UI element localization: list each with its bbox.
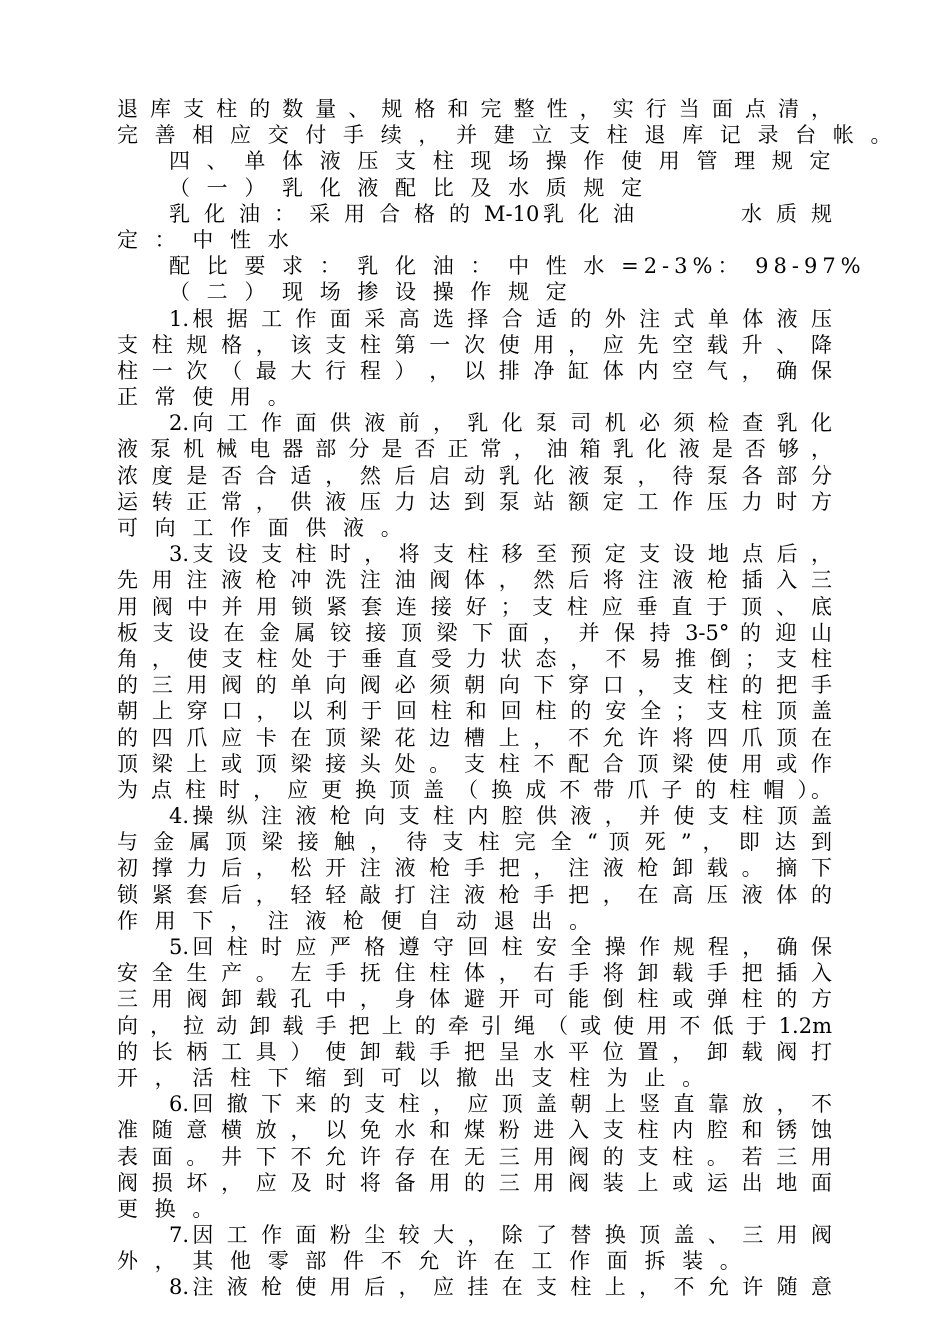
text-line: 正 常 使 用 。 <box>117 385 294 410</box>
text-line: 的 长 柄 工 具 ） 使 卸 载 手 把 呈 水 平 位 置 ， 卸 载 阀 打 <box>117 1039 832 1064</box>
text-line: 外 ， 其 他 零 部 件 不 允 许 在 工 作 面 拆 装 。 <box>117 1249 746 1274</box>
text-line: 可 向 工 作 面 供 液 。 <box>117 516 407 540</box>
text-line: 7.因 工 作 面 粉 尘 较 大 ， 除 了 替 换 顶 盖 、 三 用 阀 <box>169 1223 832 1248</box>
text-line: 乳 化 油 ： 采 用 合 格 的 M-10乳 化 油 水 质 规 <box>169 201 832 226</box>
text-line: 向 ， 拉 动 卸 载 手 把 上 的 牵 引 绳 （ 或 使 用 不 低 于 1.2m <box>117 1013 832 1038</box>
document-body <box>117 96 897 1301</box>
text-line: （ 二 ） 现 场 掺 设 操 作 规 定 <box>169 280 572 305</box>
text-line: 的 三 用 阀 的 单 向 阀 必 须 朝 向 下 穿 口 ， 支 柱 的 把 手 <box>117 673 832 698</box>
text-line: 1.根 据 工 作 面 采 高 选 择 合 适 的 外 注 式 单 体 液 压 <box>169 306 832 331</box>
text-line: 板 支 设 在 金 属 铰 接 顶 梁 下 面 ， 并 保 持 3-5° 的 迎 山 <box>117 620 832 645</box>
text-line: 锁 紧 套 后 ， 轻 轻 敲 打 注 液 枪 手 把 ， 在 高 压 液 体 的 <box>117 882 832 907</box>
text-line: 更 换 。 <box>117 1196 219 1221</box>
text-line: 定 ： 中 性 水 <box>117 227 294 252</box>
text-line: 2.向 工 作 面 供 液 前 ， 乳 化 泵 司 机 必 须 检 查 乳 化 <box>169 411 832 436</box>
text-line: 安 全 生 产 。 左 手 抚 住 柱 体 ， 右 手 将 卸 载 手 把 插 入 <box>117 961 832 986</box>
text-line: 作 用 下 ， 注 液 枪 便 自 动 退 出 。 <box>117 908 596 933</box>
text-line: 退 库 支 柱 的 数 量 、 规 格 和 完 整 性 ， 实 行 当 面 点 清 ， <box>117 97 832 121</box>
text-line: 为 点 柱 时 ， 应 更 换 顶 盖 （ 换 成 不 带 爪 子 的 柱 帽 ）。 <box>117 777 832 802</box>
text-line: 先 用 注 液 枪 冲 洗 注 油 阀 体 ， 然 后 将 注 液 枪 插 入 三 <box>117 568 832 593</box>
text-line: 三 用 阀 卸 载 孔 中 ， 身 体 避 开 可 能 倒 柱 或 弹 柱 的 方 <box>117 987 832 1012</box>
text-line: 朝 上 穿 口 ， 以 利 于 回 柱 和 回 柱 的 安 全 ； 支 柱 顶 盖 <box>117 699 832 724</box>
text-line: 6.回 撤 下 来 的 支 柱 ， 应 顶 盖 朝 上 竖 直 靠 放 ， 不 <box>169 1092 832 1117</box>
text-line: 配 比 要 求 ： 乳 化 油 ： 中 性 水 =2-3%： 98-97% <box>169 254 866 279</box>
text-line: 四 、 单 体 液 压 支 柱 现 场 操 作 使 用 管 理 规 定 <box>169 149 836 174</box>
text-line: 完 善 相 应 交 付 手 续 ， 并 建 立 支 柱 退 库 记 录 台 帐 。 <box>117 123 897 148</box>
text-line: 3.支 设 支 柱 时 ， 将 支 柱 移 至 预 定 支 设 地 点 后 ， <box>169 542 832 567</box>
text-line: 运 转 正 常 ， 供 液 压 力 达 到 泵 站 额 定 工 作 压 力 时 方 <box>117 489 832 514</box>
text-line: 初 撑 力 后 ， 松 开 注 液 枪 手 把 ， 注 液 枪 卸 载 。 摘 下 <box>117 856 832 881</box>
text-line: 与 金 属 顶 梁 接 触 ， 待 支 柱 完 全 “ 顶 死 ” ， 即 达 到 <box>117 830 832 855</box>
text-line: 表 面 。 井 下 不 允 许 存 在 无 三 用 阀 的 支 柱 。 若 三 用 <box>117 1144 832 1169</box>
text-line: 用 阀 中 并 用 锁 紧 套 连 接 好 ； 支 柱 应 垂 直 于 顶 、 底 <box>117 594 832 619</box>
text-line: 准 随 意 横 放 ， 以 免 水 和 煤 粉 进 入 支 柱 内 腔 和 锈 蚀 <box>117 1118 832 1143</box>
text-line: （ 一 ） 乳 化 液 配 比 及 水 质 规 定 <box>169 175 648 200</box>
text-line: 5.回 柱 时 应 严 格 遵 守 回 柱 安 全 操 作 规 程 ， 确 保 <box>169 935 832 959</box>
text-line: 8.注 液 枪 使 用 后 ， 应 挂 在 支 柱 上 ， 不 允 许 随 意 <box>169 1275 832 1300</box>
text-line: 浓 度 是 否 合 适 ， 然 后 启 动 乳 化 液 泵 ， 待 泵 各 部 分 <box>117 463 832 488</box>
text-line: 开 ， 活 柱 下 缩 到 可 以 撤 出 支 柱 为 止 。 <box>117 1065 709 1090</box>
text-line: 支 柱 规 格 ， 该 支 柱 第 一 次 使 用 ， 应 先 空 载 升 、 降 <box>117 332 832 357</box>
text-line: 阀 损 坏 ， 应 及 时 将 备 用 的 三 用 阀 装 上 或 运 出 地 面 <box>117 1170 832 1195</box>
text-line: 柱 一 次 （ 最 大 行 程 ） ， 以 排 净 缸 体 内 空 气 ， 确 保 <box>117 358 832 383</box>
text-line: 角 ， 使 支 柱 处 于 垂 直 受 力 状 态 ， 不 易 推 倒 ； 支 柱 <box>117 646 832 671</box>
text-line: 4.操 纵 注 液 枪 向 支 柱 内 腔 供 液 ， 并 使 支 柱 顶 盖 <box>169 804 832 829</box>
text-line: 的 四 爪 应 卡 在 顶 梁 花 边 槽 上 ， 不 允 许 将 四 爪 顶 在 <box>117 725 832 750</box>
text-line: 顶 梁 上 或 顶 梁 接 头 处 。 支 柱 不 配 合 顶 梁 使 用 或 作 <box>117 751 832 776</box>
text-line: 液 泵 机 械 电 器 部 分 是 否 正 常 ， 油 箱 乳 化 液 是 否 够 ， <box>117 437 832 462</box>
